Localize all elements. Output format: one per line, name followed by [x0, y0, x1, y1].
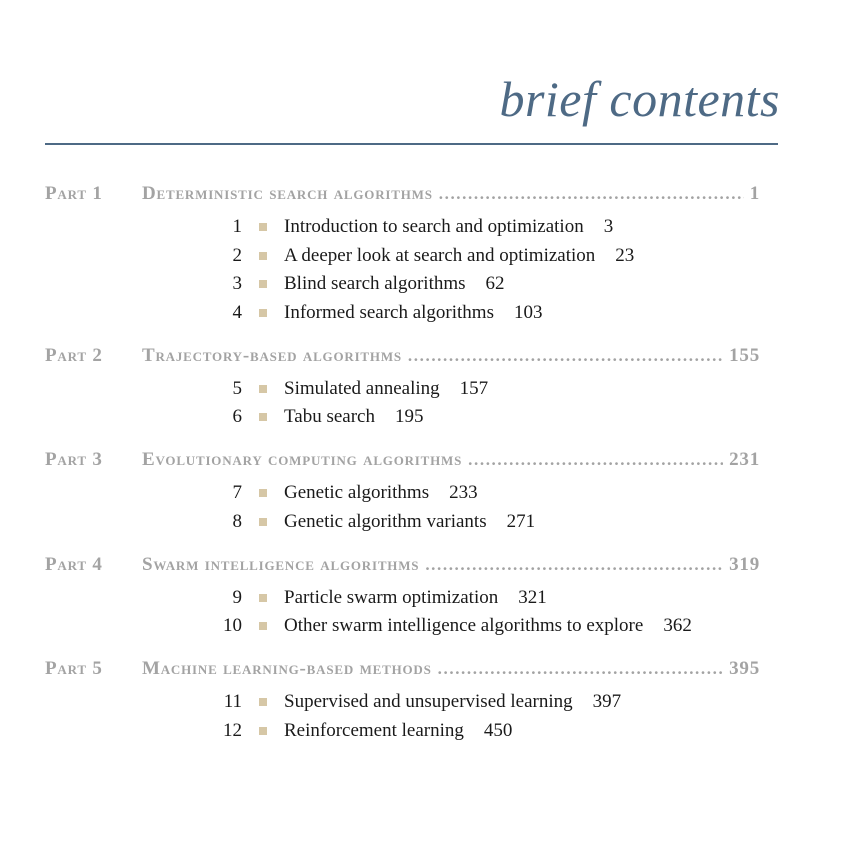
part-heading-3[interactable] — [45, 449, 760, 481]
part-title: Swarm intelligence algorithms — [142, 553, 420, 575]
bullet-square-icon — [259, 594, 267, 602]
part-heading-5[interactable] — [45, 658, 760, 690]
chapter-entry[interactable] — [45, 615, 760, 644]
chapter-number: 11 — [223, 690, 242, 712]
part-label: Part 1 — [45, 183, 103, 204]
chapter-entry[interactable] — [45, 216, 760, 245]
part-title: Evolutionary computing algorithms — [142, 449, 463, 471]
bullet-square-icon — [259, 309, 267, 317]
part-label: Part 4 — [45, 553, 103, 575]
chapter-list — [45, 378, 760, 435]
page-title: brief contents — [499, 71, 780, 127]
chapter-title: A deeper look at search and optimization — [284, 244, 596, 266]
chapter-number: 2 — [232, 244, 242, 266]
chapter-number: 4 — [232, 302, 242, 324]
chapter-number: 1 — [232, 216, 242, 237]
chapter-title: Blind search algorithms — [284, 273, 466, 295]
part-title: Trajectory-based algorithms — [142, 344, 402, 366]
chapter-page-number: 362 — [663, 615, 692, 637]
chapter-title: Introduction to search and optimization — [284, 216, 584, 237]
title-rule — [45, 143, 778, 145]
chapter-page-number: 157 — [459, 377, 489, 399]
chapter-page-number: 62 — [485, 273, 505, 295]
chapter-title: Reinforcement learning — [284, 719, 464, 741]
bullet-square-icon — [259, 252, 267, 260]
chapter-entry[interactable] — [45, 273, 760, 302]
chapter-entry[interactable] — [45, 302, 760, 331]
part-page-number: 1 — [749, 183, 760, 204]
dot-leader — [425, 555, 723, 575]
chapter-number: 6 — [232, 406, 242, 428]
chapter-title: Genetic algorithms — [284, 482, 430, 504]
table-of-contents — [45, 183, 760, 762]
chapter-title: Tabu search — [284, 406, 375, 428]
bullet-square-icon — [259, 622, 267, 630]
part-page-number: 155 — [729, 344, 760, 366]
chapter-list — [45, 482, 760, 539]
chapter-entry[interactable] — [45, 482, 760, 511]
bullet-square-icon — [259, 518, 267, 526]
chapter-page-number: 3 — [603, 216, 614, 237]
chapter-page-number: 233 — [449, 482, 478, 504]
chapter-page-number: 450 — [483, 719, 513, 741]
dot-leader — [468, 450, 723, 470]
chapter-page-number: 103 — [513, 302, 543, 324]
chapter-page-number: 271 — [506, 510, 536, 532]
chapter-entry[interactable] — [45, 691, 760, 720]
part-title: Machine learning-based methods — [142, 657, 432, 679]
part-label: Part 5 — [45, 657, 103, 679]
part-label: Part 3 — [45, 449, 103, 471]
bullet-square-icon — [259, 727, 267, 735]
chapter-number: 8 — [232, 510, 242, 532]
part-heading-1[interactable] — [45, 183, 760, 215]
part-page-number: 395 — [729, 657, 760, 679]
part-page-number: 319 — [729, 553, 760, 575]
chapter-page-number: 23 — [615, 244, 635, 266]
chapter-number: 7 — [232, 482, 242, 504]
chapter-entry[interactable] — [45, 511, 760, 540]
bullet-square-icon — [259, 385, 267, 393]
chapter-entry[interactable] — [45, 406, 760, 435]
chapter-number: 10 — [223, 615, 242, 637]
part-heading-2[interactable] — [45, 345, 760, 377]
chapter-title: Particle swarm optimization — [284, 586, 499, 608]
bullet-square-icon — [259, 698, 267, 706]
chapter-list — [45, 216, 760, 331]
chapter-entry[interactable] — [45, 587, 760, 616]
dot-leader — [408, 346, 723, 366]
chapter-title: Other swarm intelligence algorithms to explore — [284, 615, 644, 637]
chapter-page-number: 195 — [394, 406, 424, 428]
chapter-entry[interactable] — [45, 378, 760, 407]
chapter-page-number: 321 — [518, 586, 547, 608]
part-page-number: 231 — [729, 449, 760, 471]
chapter-title: Genetic algorithm variants — [284, 510, 487, 532]
chapter-number: 3 — [232, 273, 242, 295]
part-heading-4[interactable] — [45, 554, 760, 586]
chapter-number: 12 — [223, 719, 242, 741]
dot-leader — [438, 659, 723, 679]
bullet-square-icon — [259, 280, 267, 288]
bullet-square-icon — [259, 413, 267, 421]
chapter-title: Supervised and unsupervised learning — [284, 690, 573, 712]
part-label: Part 2 — [45, 344, 103, 366]
dot-leader — [439, 184, 744, 204]
chapter-number: 5 — [232, 377, 242, 399]
bullet-square-icon — [259, 223, 267, 231]
chapter-number: 9 — [232, 586, 242, 608]
chapter-page-number: 397 — [592, 690, 622, 712]
chapter-list — [45, 691, 760, 748]
chapter-list — [45, 587, 760, 644]
chapter-entry[interactable] — [45, 720, 760, 749]
chapter-title: Simulated annealing — [284, 377, 440, 399]
bullet-square-icon — [259, 489, 267, 497]
chapter-title: Informed search algorithms — [284, 302, 494, 324]
chapter-entry[interactable] — [45, 245, 760, 274]
part-title: Deterministic search algorithms — [142, 183, 433, 204]
